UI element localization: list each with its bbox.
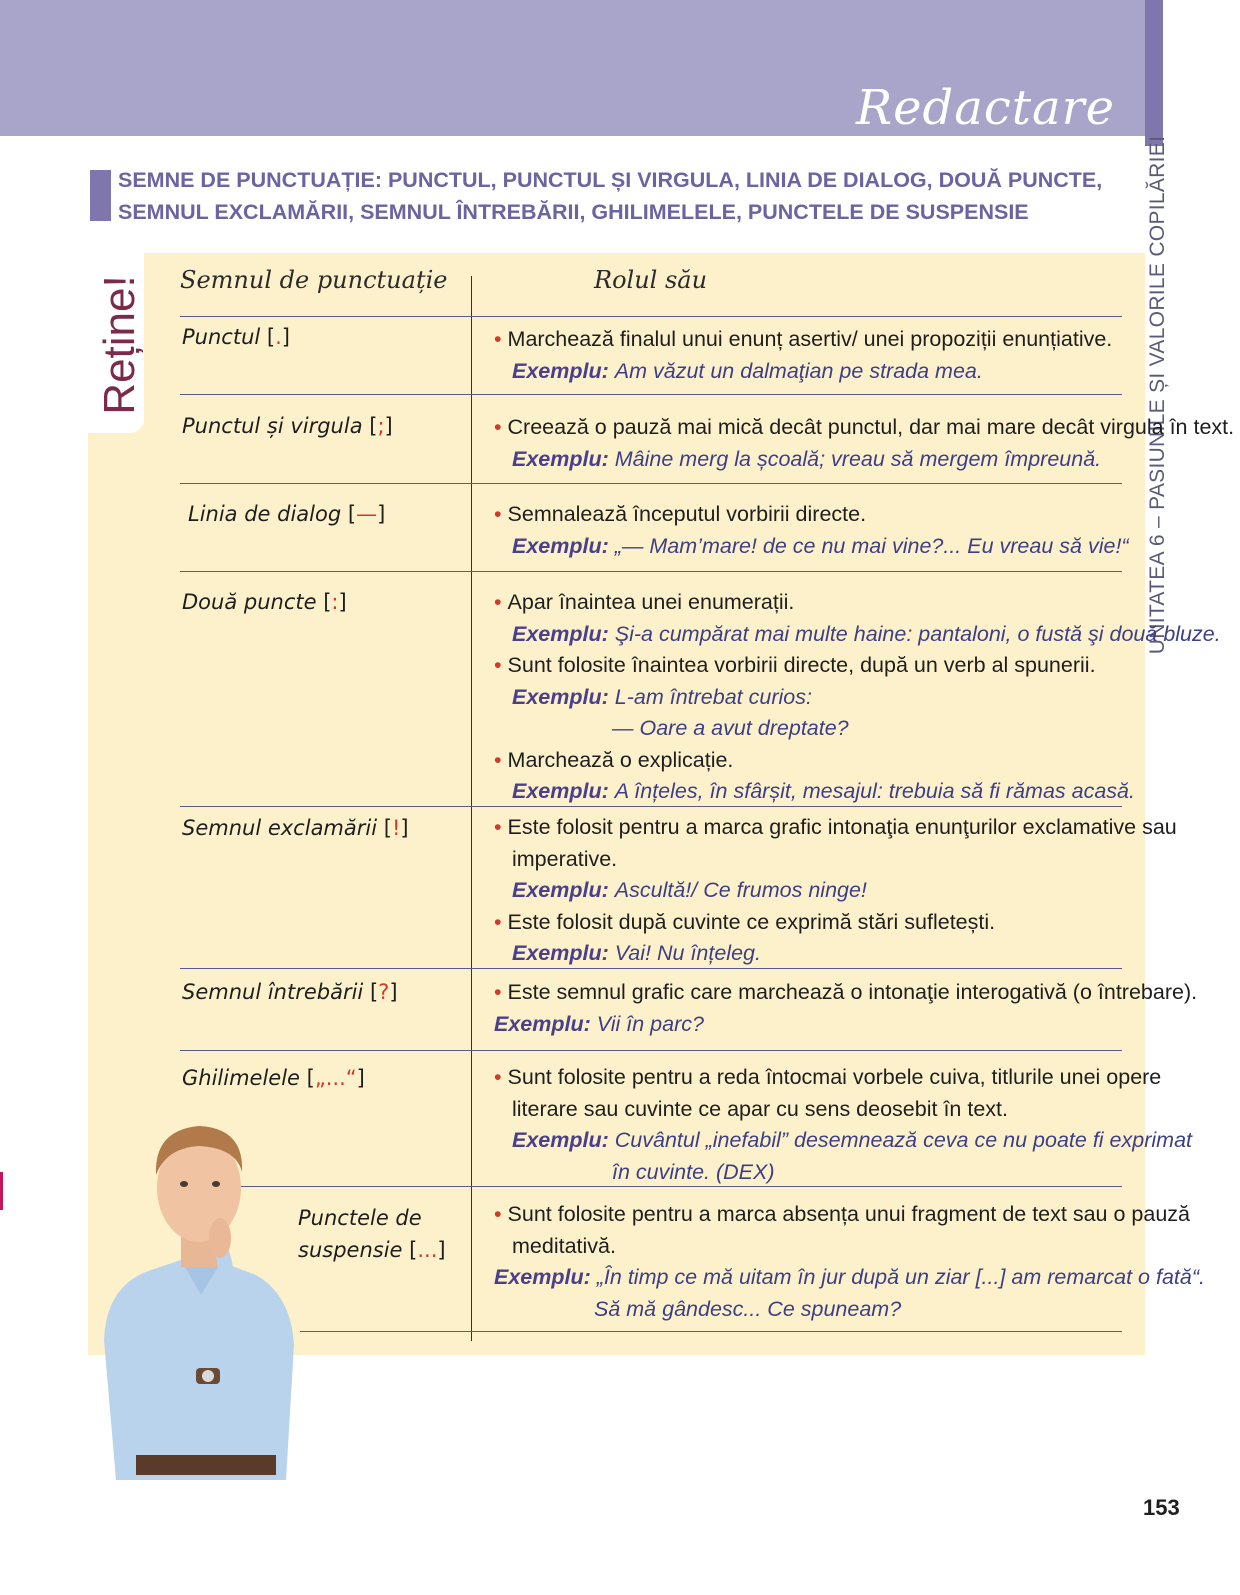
- sign-period: Punctul [.]: [182, 325, 290, 349]
- role-exclamation: • Este folosit pentru a marca grafic intonaţia enunţurilor exclamative sau imperative. Exemplu: Ascultă!/ Ce frumos ninge! • Este folosit după cuvinte ce exprimă stări sufletești. Exemplu: Vai! Nu înțeleg.: [494, 815, 1177, 965]
- unit-title: UNITATEA 6 – PASIUNILE ȘI VALORILE COPILĂRIEI: [1146, 135, 1169, 655]
- sign-dash: Linia de dialog [—]: [188, 502, 386, 526]
- heading-marker: [90, 170, 111, 221]
- table-divider: [180, 316, 1122, 317]
- sign-quotes: Ghilimelele [„...“]: [182, 1066, 365, 1090]
- sign-question: Semnul întrebării [?]: [182, 980, 398, 1004]
- table-divider: [180, 1050, 1122, 1051]
- section-title: Redactare: [855, 80, 1115, 136]
- role-ellipsis: • Sunt folosite pentru a marca absența unui fragment de text sau o pauză meditativă. Exemplu: „În timp ce mă uitam în jur după un ziar [...] am remarcat o fată“. Să mă gândesc... Ce spuneam?: [494, 1202, 1205, 1321]
- table-column-divider: [471, 276, 472, 1341]
- role-question: • Este semnul grafic care marchează o intonaţie interogativă (o întrebare). Exemplu: Vii în parc?: [494, 980, 1198, 1036]
- column-header-role: Rolul său: [594, 266, 708, 294]
- role-period: • Marchează finalul unui enunț asertiv/ unei propoziții enunțiative. Exemplu: Am văzut un dalmaţian pe strada mea.: [494, 327, 1113, 383]
- role-colon: • Apar înaintea unei enumerații. Exemplu: Şi-a cumpărat mai multe haine: pantaloni, o fustă şi două bluze. • Sunt folosite înaintea vorbirii directe, după un verb al spunerii. Exemplu: L-am întrebat curios: — Oare a avut dreptate? • Marchează o explicație. Exemplu: A înțeles, în sfârșit, mesajul: trebuia să fi rămas acasă.: [494, 590, 1221, 803]
- table-divider: [180, 394, 1122, 395]
- table-divider: [180, 483, 1122, 484]
- role-quotes: • Sunt folosite pentru a reda întocmai vorbele cuiva, titlurile unei opere literare sau cuvinte ce apar cu sens deosebit în text. Exemplu: Cuvântul „inefabil” desemnează ceva ce nu poate fi exprimat în cuvinte. (DEX): [494, 1065, 1193, 1184]
- column-header-sign: Semnul de punctuație: [180, 266, 448, 294]
- sign-semicolon: Punctul și virgula [;]: [182, 414, 393, 438]
- sign-ellipsis: Punctele de suspensie [...]: [298, 1206, 446, 1262]
- side-accent-bar: [1145, 0, 1163, 146]
- thinking-man-illustration: [96, 1110, 306, 1480]
- sign-colon: Două puncte [:]: [182, 590, 347, 614]
- table-divider: [300, 1331, 1122, 1332]
- page-number: 153: [1143, 1495, 1180, 1520]
- role-dash: • Semnalează începutul vorbirii directe. Exemplu: „— Mam’mare! de ce nu mai vine?... Eu vreau să vie!“: [494, 502, 1129, 558]
- lesson-heading: SEMNE DE PUNCTUAȚIE: PUNCTUL, PUNCTUL ȘI VIRGULA, LINIA DE DIALOG, DOUĂ PUNCTE, SEMNUL EXCLAMĂRII, SEMNUL ÎNTREBĂRII, GHILIMELELE, PUNCTELE DE SUSPENSIE: [118, 168, 1103, 224]
- retine-label: Reține!: [95, 275, 144, 415]
- sign-exclamation: Semnul exclamării [!]: [182, 816, 409, 840]
- page-edge-mark: [0, 1172, 3, 1210]
- role-semicolon: • Creează o pauză mai mică decât punctul, dar mai mare decât virgula în text. Exemplu: Mâine merg la școală; vreau să mergem împreună.: [494, 415, 1235, 471]
- table-divider: [180, 571, 1122, 572]
